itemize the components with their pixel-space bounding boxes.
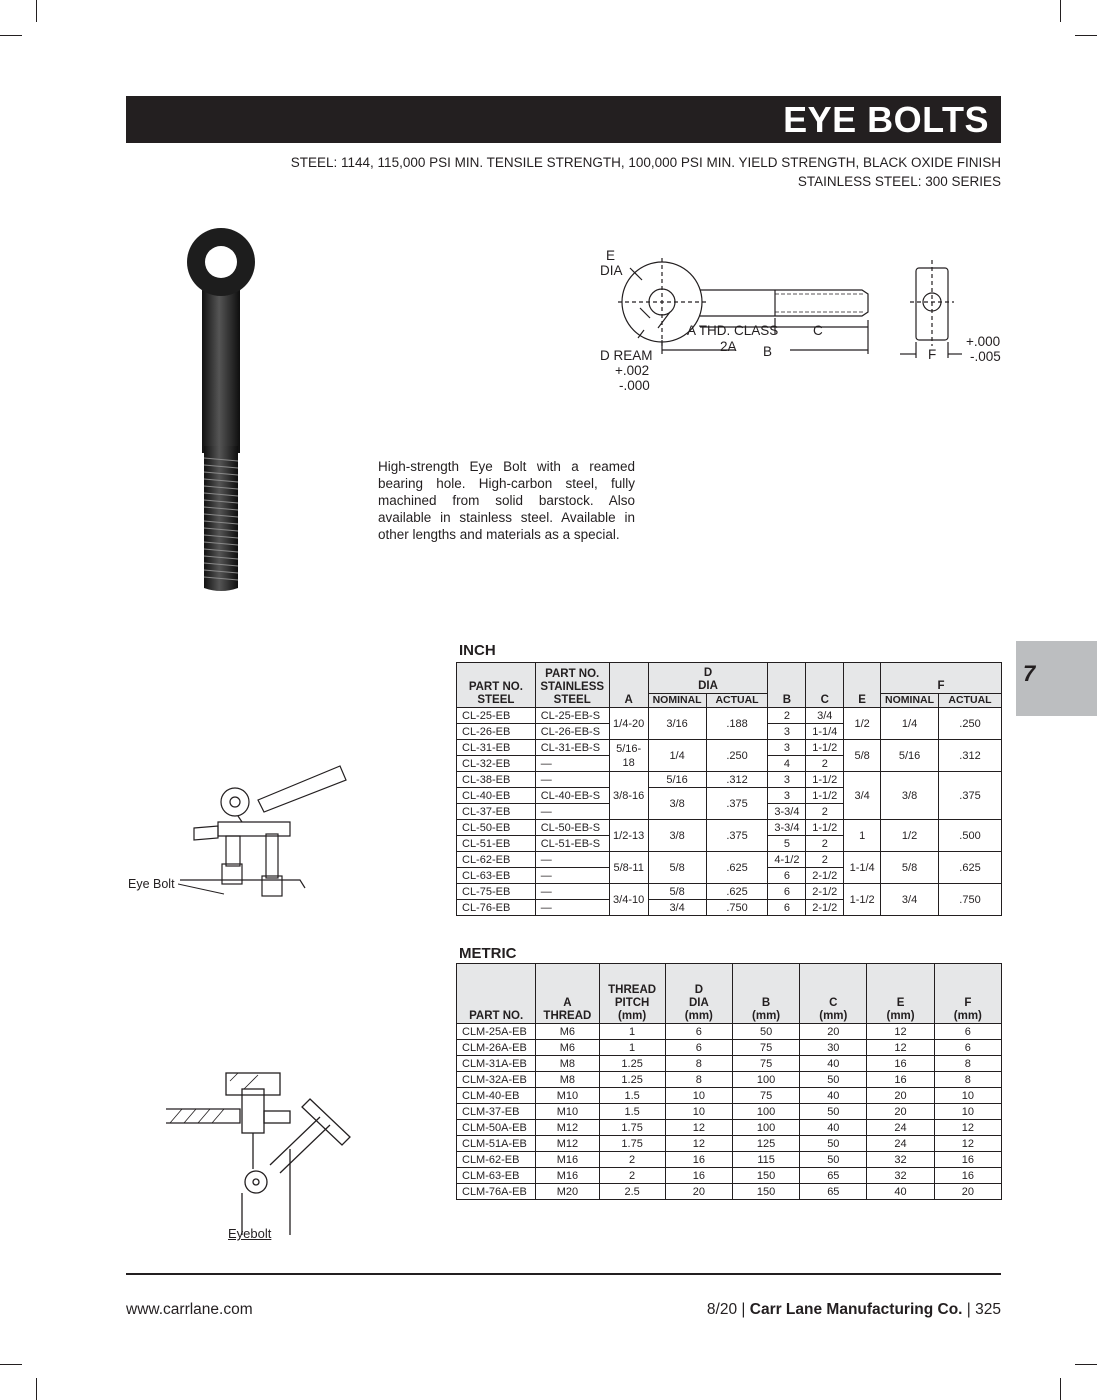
inch-heading: INCH [459,642,496,659]
table-cell: 24 [867,1120,934,1136]
table-cell: 5/16 [648,772,706,788]
table-cell: 2-1/2 [806,884,844,900]
table-cell: 3 [768,740,806,756]
table-cell: 6 [665,1040,732,1056]
table-cell: CLM-40-EB [457,1088,536,1104]
table-cell: 20 [665,1184,732,1200]
table-cell: CL-51-EB-S [535,836,609,852]
dim-d-ream: D REAM [600,348,653,363]
table-row [457,1104,1002,1120]
th-c: C [806,663,844,708]
footer-page-number: 325 [975,1301,1001,1318]
dimension-drawing [600,250,1000,395]
table-cell: 20 [800,1024,867,1040]
section-tab-number: 7 [1023,661,1036,686]
table-cell: 1.5 [599,1088,665,1104]
footer-url[interactable]: www.carrlane.com [126,1301,253,1318]
table-cell: 10 [665,1104,732,1120]
callout-eyebolt: Eyebolt [228,1226,272,1241]
dim-f-tol-plus: +.000 [966,334,1001,349]
table-cell: 4-1/2 [768,852,806,868]
table-cell: 2-1/2 [806,900,844,916]
table-row [457,740,1002,756]
table-cell: CL-26-EB-S [535,724,609,740]
table-cell: 6 [934,1040,1001,1056]
table-cell: 3/8-16 [609,772,648,820]
table-cell: CL-62-EB [457,852,536,868]
table-cell: 2 [768,708,806,724]
table-cell: 3/16 [648,708,706,740]
dim-a-class: 2A [720,339,737,354]
table-cell: M6 [536,1040,599,1056]
table-row [457,708,1002,724]
table-cell: 150 [732,1184,799,1200]
table-cell: CLM-63-EB [457,1168,536,1184]
table-cell: 2 [806,756,844,772]
table-cell: 1-1/2 [806,740,844,756]
table-cell: 3/8 [648,820,706,852]
table-row [457,1120,1002,1136]
table-cell: 50 [800,1072,867,1088]
table-cell: CL-32-EB [457,756,536,772]
table-cell: 8 [934,1072,1001,1088]
th-a: A [609,663,648,708]
footer-divider [126,1273,1001,1275]
table-cell: 12 [934,1120,1001,1136]
table-cell: — [535,804,609,820]
table-cell: 3 [768,724,806,740]
crop-mark [0,35,22,36]
table-cell: CL-37-EB [457,804,536,820]
table-cell: 12 [934,1136,1001,1152]
table-cell: 2 [806,804,844,820]
table-cell: 10 [934,1104,1001,1120]
footer-info [707,1301,1001,1319]
table-cell: CL-25-EB [457,708,536,724]
crop-mark [0,1364,22,1365]
table-cell: CL-38-EB [457,772,536,788]
table-cell: CL-31-EB-S [535,740,609,756]
table-cell: — [535,852,609,868]
table-cell: 4 [768,756,806,772]
table-cell: 1 [599,1024,665,1040]
table-cell: M12 [536,1120,599,1136]
spec-steel: STEEL: 1144, 115,000 PSI MIN. TENSILE STRENGTH, 100,000 PSI MIN. YIELD STRENGTH, BLACK OXIDE FINISH [290,155,1001,170]
table-cell: .375 [706,788,768,820]
table-row [457,1088,1002,1104]
table-row [457,1040,1002,1056]
table-cell: 2 [599,1152,665,1168]
table-cell: M10 [536,1088,599,1104]
table-cell: M12 [536,1136,599,1152]
table-cell: 5/8 [648,884,706,900]
table-cell: CLM-31A-EB [457,1056,536,1072]
table-cell: 6 [934,1024,1001,1040]
footer-company: Carr Lane Manufacturing Co. [749,1301,963,1318]
table-cell: 150 [732,1168,799,1184]
table-cell: 75 [732,1040,799,1056]
table-row [457,1024,1002,1040]
dim-a-thd: A THD. CLASS [687,323,779,338]
table-cell: .375 [706,820,768,852]
table-cell: 1/4 [881,708,939,740]
product-description: High-strength Eye Bolt with a reamed bearing hole. High-carbon steel, fully machined from solid barstock. Also available in stainless steel. Available in other lengths and materials as a special. [378,459,635,542]
table-cell: 3/4-10 [609,884,648,916]
table-cell: 1-1/4 [806,724,844,740]
table-cell: 100 [732,1120,799,1136]
th-metric-c: C (mm) [800,964,867,1024]
dim-d-tol-minus: -.000 [619,378,650,393]
table-cell: 3-3/4 [768,820,806,836]
table-cell: 3/4 [844,772,881,820]
table-cell: CL-50-EB-S [535,820,609,836]
callout-leader [178,878,228,898]
table-cell: 1/4-20 [609,708,648,740]
table-cell: 12 [867,1040,934,1056]
table-cell: 2-1/2 [806,868,844,884]
table-cell: CLM-51A-EB [457,1136,536,1152]
table-cell: 40 [800,1088,867,1104]
table-cell: .375 [939,772,1002,820]
table-cell: M8 [536,1072,599,1088]
table-cell: 40 [800,1120,867,1136]
table-cell: 75 [732,1056,799,1072]
table-cell: 40 [867,1184,934,1200]
table-cell: 65 [800,1168,867,1184]
th-e: E [844,663,881,708]
table-cell: .625 [939,852,1002,884]
dim-f-tol-minus: -.005 [970,349,1001,364]
table-cell: 5/8 [844,740,881,772]
table-cell: — [535,884,609,900]
table-cell: .750 [706,900,768,916]
table-cell: 6 [665,1024,732,1040]
table-cell: 40 [800,1056,867,1072]
th-metric-part-no: PART NO. [457,964,536,1024]
table-cell: 5/16 [881,740,939,772]
table-cell: 1-1/4 [844,852,881,884]
table-cell: CLM-32A-EB [457,1072,536,1088]
table-cell: 8 [934,1056,1001,1072]
table-cell: 5/8 [648,852,706,884]
table-cell: CL-51-EB [457,836,536,852]
table-cell: 115 [732,1152,799,1168]
table-cell: CL-25-EB-S [535,708,609,724]
table-cell: 50 [800,1136,867,1152]
table-cell: CL-40-EB-S [535,788,609,804]
table-cell: 2 [806,852,844,868]
th-metric-e: E (mm) [867,964,934,1024]
table-cell: 1-1/2 [806,788,844,804]
footer-separator: | [966,1301,971,1318]
table-cell: 5/8-11 [609,852,648,884]
th-f: F [881,663,1002,694]
table-cell: 20 [934,1184,1001,1200]
table-cell: 10 [665,1088,732,1104]
table-cell: 10 [934,1088,1001,1104]
dim-d-tol-plus: +.002 [615,363,650,378]
table-cell: 6 [768,884,806,900]
table-cell: 100 [732,1072,799,1088]
table-cell: — [535,868,609,884]
table-cell: 1.75 [599,1136,665,1152]
table-row [457,1136,1002,1152]
table-row [457,1184,1002,1200]
table-cell: .500 [939,820,1002,852]
table-cell: .188 [706,708,768,740]
crop-mark [36,1378,37,1400]
table-cell: M16 [536,1168,599,1184]
table-row [457,1056,1002,1072]
table-cell: 50 [800,1152,867,1168]
table-cell: 1-1/2 [806,772,844,788]
th-metric-f: F (mm) [934,964,1001,1024]
table-row [457,772,1002,788]
table-cell: .312 [706,772,768,788]
table-cell: CLM-62-EB [457,1152,536,1168]
th-metric-d: D DIA (mm) [665,964,732,1024]
table-cell: CL-40-EB [457,788,536,804]
crop-mark [1060,1378,1061,1400]
table-cell: CL-63-EB [457,868,536,884]
th-part-no-stainless: PART NO. STAINLESS STEEL [535,663,609,708]
table-cell: 1/2-13 [609,820,648,852]
eye-bolt-photo [180,218,260,594]
table-cell: 1.75 [599,1120,665,1136]
crop-mark [1075,35,1097,36]
table-cell: 12 [867,1024,934,1040]
table-cell: 1/4 [648,740,706,772]
callout-eye-bolt: Eye Bolt [128,877,175,891]
inch-table-body [457,708,1002,916]
table-cell: 2 [599,1168,665,1184]
footer-date: 8/20 [706,1301,738,1318]
metric-table [456,963,1002,1200]
table-cell: 3/4 [648,900,706,916]
dim-c: C [813,323,823,338]
table-cell: CLM-26A-EB [457,1040,536,1056]
th-d-actual: ACTUAL [706,694,768,708]
dim-e-dia: DIA [600,263,623,278]
table-cell: 5/8 [881,852,939,884]
table-cell: 3 [768,788,806,804]
table-cell: M20 [536,1184,599,1200]
table-cell: 100 [732,1104,799,1120]
table-cell: M16 [536,1152,599,1168]
dim-f: F [928,347,937,362]
table-row [457,852,1002,868]
table-row [457,1152,1002,1168]
table-cell: 3/4 [806,708,844,724]
table-row [457,884,1002,900]
table-cell: 32 [867,1168,934,1184]
table-cell: 16 [867,1072,934,1088]
table-cell: CL-31-EB [457,740,536,756]
table-cell: 1 [599,1040,665,1056]
table-cell: 5 [768,836,806,852]
crop-mark [36,0,37,22]
footer-separator: | [741,1301,746,1318]
table-cell: .625 [706,884,768,900]
table-cell: 8 [665,1056,732,1072]
metric-heading: METRIC [459,945,517,962]
table-cell: 50 [732,1024,799,1040]
th-f-nominal: NOMINAL [881,694,939,708]
section-tab[interactable] [1016,641,1097,716]
table-cell: 30 [800,1040,867,1056]
crop-mark [1060,0,1061,22]
table-cell: M6 [536,1024,599,1040]
table-cell: 20 [867,1104,934,1120]
table-cell: 65 [800,1184,867,1200]
table-cell: 1.5 [599,1104,665,1120]
table-cell: 1/2 [844,708,881,740]
dim-b: B [763,344,773,359]
table-cell: 2.5 [599,1184,665,1200]
table-cell: CLM-37-EB [457,1104,536,1120]
table-cell: 20 [867,1088,934,1104]
table-cell: 3/4 [881,884,939,916]
table-cell: 1/2 [881,820,939,852]
fixture-illustration [160,1065,360,1235]
table-cell: 75 [732,1088,799,1104]
table-cell: CL-26-EB [457,724,536,740]
table-cell: 16 [867,1056,934,1072]
table-row [457,1072,1002,1088]
table-cell: — [535,772,609,788]
table-cell: .250 [939,708,1002,740]
table-cell: 6 [768,900,806,916]
metric-table-body [457,1024,1002,1200]
table-cell: 50 [800,1104,867,1120]
table-cell: — [535,756,609,772]
table-cell: 1-1/2 [844,884,881,916]
table-row [457,1168,1002,1184]
table-cell: 8 [665,1072,732,1088]
table-cell: 12 [665,1136,732,1152]
table-cell: 3/8 [881,772,939,820]
table-cell: 16 [665,1152,732,1168]
table-cell: 3 [768,772,806,788]
table-cell: .250 [706,740,768,772]
crop-mark [1075,1364,1097,1365]
table-cell: 3/8 [648,788,706,820]
table-cell: M10 [536,1104,599,1120]
table-cell: CL-50-EB [457,820,536,836]
table-cell: 6 [768,868,806,884]
th-b: B [768,663,806,708]
table-cell: 2 [806,836,844,852]
table-cell: 1.25 [599,1072,665,1088]
table-cell: — [535,900,609,916]
table-cell: CL-76-EB [457,900,536,916]
th-d-nominal: NOMINAL [648,694,706,708]
title-bar [126,96,1001,143]
table-cell: CL-75-EB [457,884,536,900]
table-cell: 16 [934,1168,1001,1184]
th-metric-a: A THREAD [536,964,599,1024]
th-d-dia: D DIA [648,663,768,694]
table-cell: .312 [939,740,1002,772]
th-f-actual: ACTUAL [939,694,1002,708]
table-cell: 1-1/2 [806,820,844,836]
th-metric-b: B (mm) [732,964,799,1024]
table-cell: .750 [939,884,1002,916]
table-cell: M8 [536,1056,599,1072]
page-title: EYE BOLTS [783,99,989,140]
spec-stainless: STAINLESS STEEL: 300 SERIES [797,174,1001,189]
table-cell: 1 [844,820,881,852]
table-cell: CLM-50A-EB [457,1120,536,1136]
table-cell: 125 [732,1136,799,1152]
th-metric-pitch: THREAD PITCH (mm) [599,964,665,1024]
table-cell: 1.25 [599,1056,665,1072]
table-cell: CLM-25A-EB [457,1024,536,1040]
table-cell: 16 [665,1168,732,1184]
table-row [457,820,1002,836]
table-cell: 24 [867,1136,934,1152]
table-cell: .625 [706,852,768,884]
table-cell: 12 [665,1120,732,1136]
inch-table [456,662,1002,916]
table-cell: 3-3/4 [768,804,806,820]
th-part-no: PART NO. STEEL [457,663,536,708]
table-cell: 5/16-18 [609,740,648,772]
dim-e: E [606,248,616,263]
table-cell: 32 [867,1152,934,1168]
table-cell: 16 [934,1152,1001,1168]
table-cell: CLM-76A-EB [457,1184,536,1200]
